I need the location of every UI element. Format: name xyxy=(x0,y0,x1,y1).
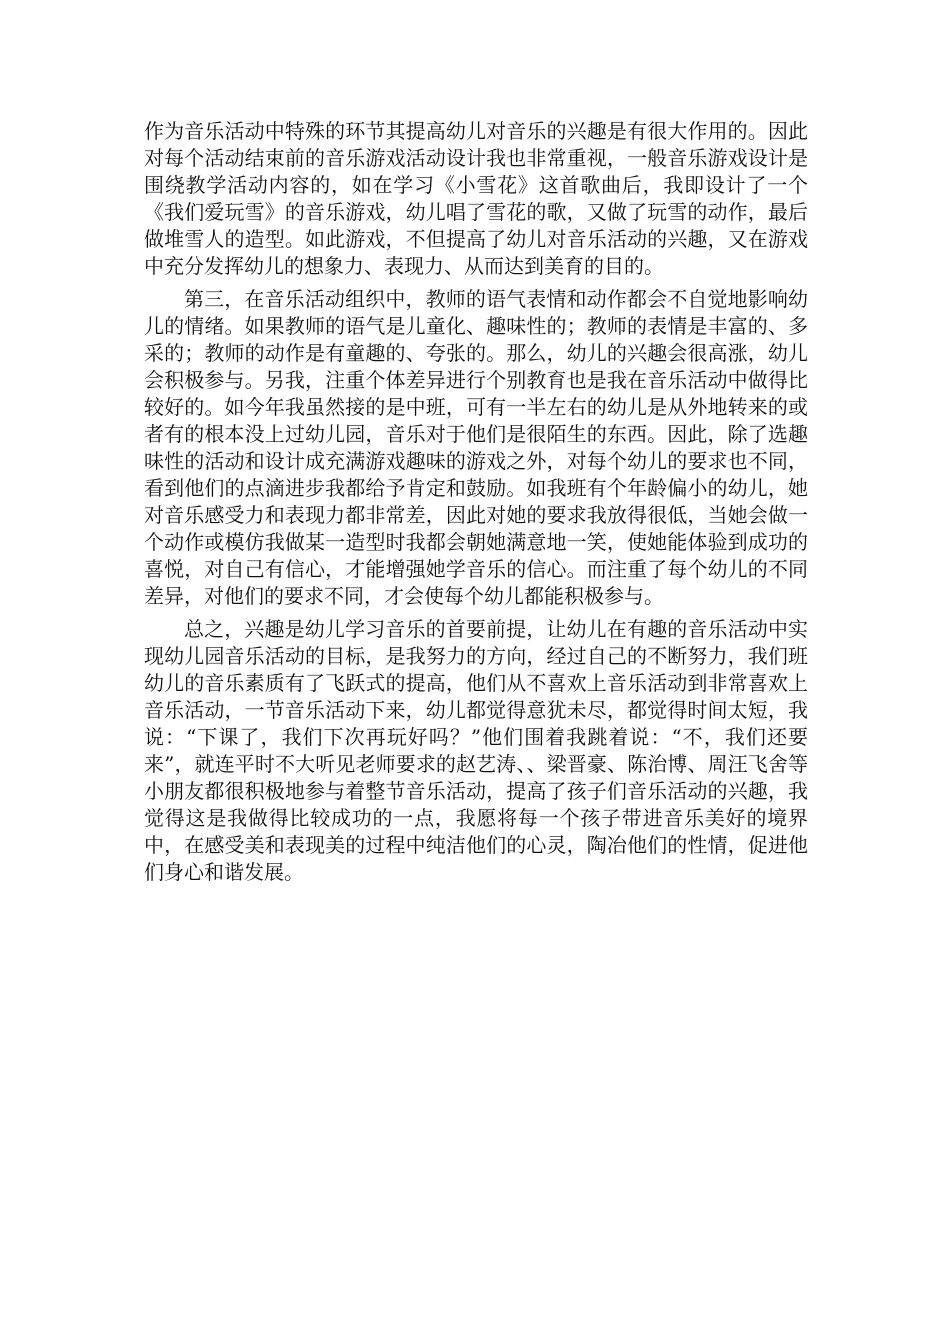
paragraph-3: 总之，兴趣是幼儿学习音乐的首要前提，让幼儿在有趣的音乐活动中实现幼儿园音乐活动的目标，是我努力的方向，经过自己的不断努力，我们班幼儿的音乐素质有了飞跃式的提高，他们从不喜欢上音乐活动到非常喜欢上音乐活动，一节音乐活动下来，幼儿都觉得意犹未尽，都觉得时间太短，我说：“下课了，我们下次再玩好吗？”他们围着我跳着说：“不，我们还要来”，就连平时不大听见老师要求的赵艺涛、、梁晋豪、陈治博、周汪飞舍等小朋友都很积极地参与着整节音乐活动，提高了孩子们音乐活动的兴趣，我觉得这是我做得比较成功的一点，我愿将每一个孩子带进音乐美好的境界中，在感受美和表现美的过程中纯洁他们的心灵，陶冶他们的性情，促进他们身心和谐发展。 xyxy=(144,617,808,884)
document-page xyxy=(144,118,808,892)
paragraph-1: 作为音乐活动中特殊的环节其提高幼儿对音乐的兴趣是有很大作用的。因此对每个活动结束前的音乐游戏活动设计我也非常重视，一般音乐游戏设计是围绕教学活动内容的，如在学习《小雪花》这首歌曲后，我即设计了一个《我们爱玩雪》的音乐游戏，幼儿唱了雪花的歌，又做了玩雪的动作，最后做堆雪人的造型。如此游戏，不但提高了幼儿对音乐活动的兴趣，又在游戏中充分发挥幼儿的想象力、表现力、从而达到美育的目的。 xyxy=(144,119,808,278)
paragraph-2: 第三，在音乐活动组织中，教师的语气表情和动作都会不自觉地影响幼儿的情绪。如果教师的语气是儿童化、趣味性的；教师的表情是丰富的、多采的；教师的动作是有童趣的、夸张的。那么，幼儿的兴趣会很高涨，幼儿会积极参与。另我，注重个体差异进行个别教育也是我在音乐活动中做得比较好的。如今年我虽然接的是中班，可有一半左右的幼儿是从外地转来的或者有的根本没上过幼儿园，音乐对于他们是很陌生的东西。因此，除了选趣味性的活动和设计成充满游戏趣味的游戏之外，对每个幼儿的要求也不同，看到他们的点滴进步我都给予肯定和鼓励。如我班有个年龄偏小的幼儿，她对音乐感受力和表现力都非常差，因此对她的要求我放得很低，当她会做一个动作或模仿我做某一造型时我都会朝她满意地一笑，使她能体验到成功的喜悦，对自己有信心，才能增强她学音乐的信心。而注重了每个幼儿的不同差异，对他们的要求不同，才会使每个幼儿都能积极参与。 xyxy=(144,287,808,608)
